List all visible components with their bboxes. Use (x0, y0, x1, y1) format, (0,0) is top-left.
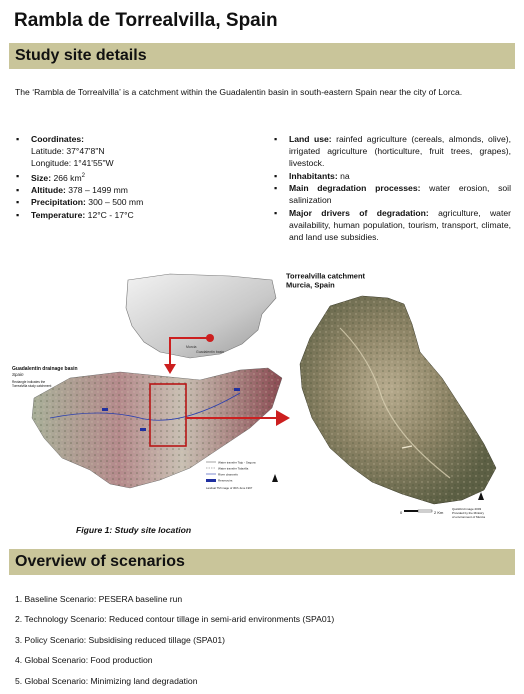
basin-note-line2: Torrealvilla study catchment (12, 384, 52, 388)
precipitation-value: 300 – 500 mm (85, 197, 144, 208)
iberia-map (122, 271, 282, 361)
land-use-value: rainfed agriculture (cereals, almonds, olive), irrigated agriculture (horticulture, fruit trees, grapes), livestock. (289, 134, 511, 168)
list-item-degradation-drivers (273, 207, 511, 243)
scenario-item: 3. Policy Scenario: Subsidising reduced tillage (SPA01) (15, 634, 226, 645)
size-label: Size: (31, 172, 52, 183)
temperature-label: Temperature: (31, 209, 86, 220)
quickbird-credit-3: of environment of Murcia (452, 515, 486, 519)
basin-legend (206, 461, 256, 491)
altitude-label: Altitude: (31, 184, 66, 195)
list-item-temperature (15, 209, 245, 221)
arrow-head-icon (164, 364, 176, 374)
legend-river-channels: River channels (218, 472, 238, 477)
land-use-label: Land use: (289, 134, 332, 144)
north-arrow-icon (272, 474, 278, 482)
degradation-processes-value: water erosion, soil salinization (289, 183, 511, 205)
quickbird-credit-1: Quickbird image 2003 (452, 507, 482, 511)
coordinates-label: Coordinates: (31, 134, 84, 144)
size-unit-superscript: 2 (81, 172, 85, 179)
list-item-altitude (15, 184, 245, 196)
list-item-coordinates (15, 133, 245, 169)
guadalentin-basin-map (12, 366, 282, 490)
intro-paragraph: The ‘Rambla de Torrealvilla’ is a catchment within the Guadalentin basin in south-eastern Spain near the city of Lorca. (15, 87, 463, 97)
inhabitants-label: Inhabitants: (289, 170, 338, 181)
latitude-value: Latitude: 37°47'8"N (31, 146, 105, 156)
reservoir-icon (234, 388, 240, 391)
legend-reservoirs: Reservoirs (218, 478, 233, 483)
legend-water-transfer-talavilla: Water transfer Talavilla (218, 466, 249, 471)
basin-note-line1: Rectangle indicates the (12, 380, 46, 384)
scenario-item: 2. Technology Scenario: Reduced contour tillage in semi-arid environments (SPA01) (15, 614, 335, 625)
scenario-item: 4. Global Scenario: Food production (15, 655, 153, 666)
scale-two-km: 2 Km (434, 510, 444, 515)
longitude-value: Longitude: 1°41'55"W (31, 158, 114, 168)
list-item-precipitation (15, 196, 245, 208)
list-item-land-use (273, 133, 511, 169)
section-title: Study site details (15, 47, 147, 64)
precipitation-label: Precipitation: (31, 197, 86, 208)
site-details-right (273, 133, 511, 243)
torrealvilla-catchment-map (286, 272, 496, 519)
scenario-item: 1. Baseline Scenario: PESERA baseline run (15, 594, 183, 604)
reservoir-icon (102, 408, 108, 411)
iberia-label-murcia: Murcia (186, 345, 197, 349)
temperature-value: 12°C - 17°C (85, 209, 134, 220)
landsat-credit: Landsat TM image of 30th June 1997 (206, 486, 253, 490)
quickbird-credit-2: Provided by the Ministry (452, 511, 485, 515)
scenario-list (15, 593, 511, 694)
degradation-drivers-value: agriculture, water availability, human population, tourism, transport, climate, and land use subsidies. (289, 207, 511, 242)
iberia-label-basin: Guadalentin basin (196, 350, 225, 354)
site-details-left (15, 133, 245, 221)
section-header-scenarios (9, 549, 515, 575)
study-site-figure (10, 268, 515, 538)
inhabitants-value: na (337, 170, 350, 181)
catchment-subtitle: Murcia, Spain (286, 280, 335, 290)
list-item-inhabitants (273, 170, 511, 182)
scenario-item: 5. Global Scenario: Minimizing land degradation (15, 675, 198, 686)
scale-bar (404, 510, 418, 512)
degradation-drivers-label: Major drivers of degradation: (289, 207, 429, 218)
figure-caption: Figure 1: Study site location (76, 525, 192, 535)
size-value: 266 km (51, 172, 82, 183)
reservoir-icon (140, 428, 146, 431)
north-arrow-icon (478, 492, 484, 500)
degradation-processes-label: Main degradation processes: (289, 183, 421, 193)
section-header-study-site (9, 43, 515, 69)
arrow-head-icon (276, 410, 290, 426)
scale-zero: 0 (400, 510, 403, 515)
altitude-value: 378 – 1499 mm (65, 184, 128, 195)
catchment-title: Torrealvilla catchment (286, 271, 366, 281)
basin-subtitle: Spain (12, 372, 24, 377)
list-item-degradation-processes (273, 182, 511, 206)
list-item-size (15, 170, 245, 184)
basin-title: Guadalentin drainage basin (12, 366, 78, 372)
page-title: Rambla de Torrealvilla, Spain (14, 10, 278, 31)
legend-water-transfer-tajo: Water transfer Tajo - Segura (218, 460, 256, 465)
section-title: Overview of scenarios (15, 553, 185, 570)
